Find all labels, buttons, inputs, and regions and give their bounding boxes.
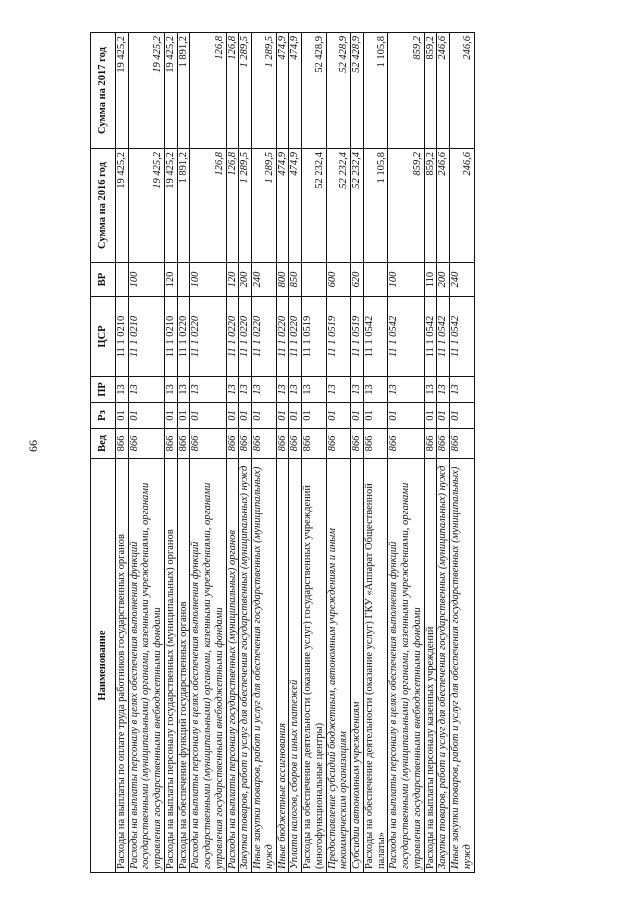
cell-name: Расходы на выплаты по оплате труда работников государственных органов	[115, 459, 128, 873]
cell-sum-2016: 19 425,2	[164, 149, 177, 263]
header-rz: Рз	[91, 403, 116, 429]
cell-csr: 11 1 0210	[128, 297, 164, 377]
cell-sum-2016: 246,6	[450, 149, 475, 263]
cell-csr: 11 1 0220	[289, 297, 302, 377]
table-row	[302, 33, 327, 873]
cell-rz: 01	[388, 403, 424, 429]
header-row	[91, 33, 116, 873]
cell-sum-2017: 859,2	[424, 33, 437, 149]
cell-rz: 01	[437, 403, 450, 429]
cell-sum-2017: 246,6	[437, 33, 450, 149]
cell-vr	[363, 263, 388, 297]
cell-csr: 11 1 0542	[363, 297, 388, 377]
cell-rz: 01	[450, 403, 475, 429]
cell-ved: 866	[128, 429, 164, 459]
cell-rz: 01	[128, 403, 164, 429]
cell-csr: 11 1 0220	[252, 297, 277, 377]
table-row	[424, 33, 437, 873]
cell-vr	[302, 263, 327, 297]
cell-csr: 11 1 0542	[450, 297, 475, 377]
cell-ved: 866	[115, 429, 128, 459]
cell-ved: 866	[239, 429, 252, 459]
cell-sum-2017: 1 891,2	[177, 33, 190, 149]
table-row	[326, 33, 351, 873]
cell-rz: 01	[302, 403, 327, 429]
cell-rz: 01	[351, 403, 364, 429]
cell-pr: 13	[450, 377, 475, 403]
cell-name: Расходы на выплаты персоналу казенных учреждений	[424, 459, 437, 873]
cell-name: Расходы на выплаты персоналу в целях обеспечения выполнения функций государственными (муниципальными) органами, казенными учреждениями, органами управления государственными внебюджетными фондами	[128, 459, 164, 873]
cell-sum-2016: 1 289,5	[252, 149, 277, 263]
cell-sum-2016: 1 891,2	[177, 149, 190, 263]
cell-ved: 866	[276, 429, 289, 459]
cell-pr: 13	[363, 377, 388, 403]
cell-name: Иные закупки товаров, работ и услуг для обеспечения государственных (муниципальных) нужд	[252, 459, 277, 873]
cell-sum-2016: 52 232,4	[351, 149, 364, 263]
cell-sum-2017: 52 428,9	[302, 33, 327, 149]
cell-ved: 866	[289, 429, 302, 459]
cell-sum-2016: 1 289,5	[239, 149, 252, 263]
table-row	[239, 33, 252, 873]
table-row	[289, 33, 302, 873]
cell-sum-2017: 52 428,9	[326, 33, 351, 149]
cell-pr: 13	[252, 377, 277, 403]
budget-table	[90, 32, 475, 873]
cell-sum-2017: 19 425,2	[128, 33, 164, 149]
cell-sum-2016: 474,9	[276, 149, 289, 263]
cell-pr: 13	[239, 377, 252, 403]
cell-rz: 01	[190, 403, 226, 429]
cell-ved: 866	[252, 429, 277, 459]
cell-ved: 866	[450, 429, 475, 459]
header-pr: ПР	[91, 377, 116, 403]
cell-vr: 100	[190, 263, 226, 297]
table-row	[115, 33, 128, 873]
cell-rz: 01	[289, 403, 302, 429]
cell-pr: 13	[388, 377, 424, 403]
cell-vr	[177, 263, 190, 297]
cell-csr: 11 1 0220	[177, 297, 190, 377]
cell-csr: 11 1 0220	[190, 297, 226, 377]
cell-ved: 866	[164, 429, 177, 459]
cell-name: Предоставление субсидий бюджетным, автономным учреждениям и иным некоммерческим организациям	[326, 459, 351, 873]
cell-pr: 13	[190, 377, 226, 403]
cell-name: Иные бюджетные ассигнования	[276, 459, 289, 873]
cell-sum-2017: 126,8	[190, 33, 226, 149]
cell-name: Иные закупки товаров, работ и услуг для обеспечения государственных (муниципальных) нужд	[450, 459, 475, 873]
cell-csr: 11 1 0519	[326, 297, 351, 377]
cell-name: Уплата налогов, сборов и иных платежей	[289, 459, 302, 873]
table-row	[128, 33, 164, 873]
cell-sum-2017: 52 428,9	[351, 33, 364, 149]
cell-ved: 866	[388, 429, 424, 459]
cell-sum-2017: 246,6	[450, 33, 475, 149]
cell-sum-2017: 1 289,5	[239, 33, 252, 149]
cell-vr: 240	[252, 263, 277, 297]
table-row	[226, 33, 239, 873]
header-sum-2016: Сумма на 2016 год	[91, 149, 116, 263]
cell-vr: 120	[226, 263, 239, 297]
table-row	[177, 33, 190, 873]
cell-pr: 13	[351, 377, 364, 403]
cell-sum-2016: 126,8	[226, 149, 239, 263]
table-row	[164, 33, 177, 873]
table-row	[190, 33, 226, 873]
cell-ved: 866	[190, 429, 226, 459]
table-row	[351, 33, 364, 873]
cell-sum-2017: 474,9	[276, 33, 289, 149]
cell-csr: 11 1 0210	[115, 297, 128, 377]
cell-name: Расходы на обеспечение деятельности (оказание услуг) государственных учреждений (многофункциональные центры)	[302, 459, 327, 873]
cell-rz: 01	[276, 403, 289, 429]
cell-sum-2016: 52 232,4	[326, 149, 351, 263]
rotated-page	[90, 33, 620, 873]
cell-csr: 11 1 0519	[351, 297, 364, 377]
cell-rz: 01	[115, 403, 128, 429]
cell-rz: 01	[164, 403, 177, 429]
cell-pr: 13	[289, 377, 302, 403]
cell-ved: 866	[177, 429, 190, 459]
table-row	[450, 33, 475, 873]
cell-sum-2017: 19 425,2	[164, 33, 177, 149]
cell-name: Расходы на обеспечение деятельности (оказание услуг) ГКУ «Аппарат Общественной палаты»	[363, 459, 388, 873]
cell-sum-2016: 52 232,4	[302, 149, 327, 263]
cell-sum-2017: 1 289,5	[252, 33, 277, 149]
table-row	[252, 33, 277, 873]
cell-vr: 800	[276, 263, 289, 297]
cell-ved: 866	[351, 429, 364, 459]
table-row	[388, 33, 424, 873]
cell-rz: 01	[363, 403, 388, 429]
table-body	[115, 33, 474, 873]
cell-sum-2017: 474,9	[289, 33, 302, 149]
cell-name: Расходы на выплаты персоналу в целях обеспечения выполнения функций государственными (муниципальными) органами, казенными учреждениями, органами управления государственными внебюджетными фондами	[388, 459, 424, 873]
cell-name: Расходы на выплаты персоналу в целях обеспечения выполнения функций государственными (муниципальными) органами, казенными учреждениями, органами управления государственными внебюджетными фондами	[190, 459, 226, 873]
cell-vr: 240	[450, 263, 475, 297]
cell-pr: 13	[177, 377, 190, 403]
cell-name: Расходы на выплаты персоналу государственных (муниципальных) органов	[226, 459, 239, 873]
cell-vr: 120	[164, 263, 177, 297]
cell-ved: 866	[424, 429, 437, 459]
cell-sum-2016: 859,2	[388, 149, 424, 263]
cell-sum-2017: 126,8	[226, 33, 239, 149]
cell-rz: 01	[226, 403, 239, 429]
cell-sum-2016: 246,6	[437, 149, 450, 263]
cell-vr	[115, 263, 128, 297]
cell-ved: 866	[437, 429, 450, 459]
cell-pr: 13	[437, 377, 450, 403]
cell-sum-2017: 1 105,8	[363, 33, 388, 149]
cell-csr: 11 1 0542	[424, 297, 437, 377]
header-vr: ВР	[91, 263, 116, 297]
cell-pr: 13	[326, 377, 351, 403]
cell-rz: 01	[326, 403, 351, 429]
cell-name: Закупка товаров, работ и услуг для обеспечения государственных (муниципальных) нужд	[239, 459, 252, 873]
cell-pr: 13	[424, 377, 437, 403]
cell-sum-2017: 859,2	[388, 33, 424, 149]
table-row	[276, 33, 289, 873]
cell-rz: 01	[424, 403, 437, 429]
cell-sum-2016: 1 105,8	[363, 149, 388, 263]
cell-name: Расходы на выплаты персоналу государственных (муниципальных) органов	[164, 459, 177, 873]
cell-vr: 850	[289, 263, 302, 297]
cell-rz: 01	[177, 403, 190, 429]
cell-csr: 11 1 0210	[164, 297, 177, 377]
cell-vr: 600	[326, 263, 351, 297]
cell-vr: 100	[128, 263, 164, 297]
cell-ved: 866	[302, 429, 327, 459]
cell-sum-2016: 474,9	[289, 149, 302, 263]
cell-name: Субсидии автономным учреждениям	[351, 459, 364, 873]
header-csr: ЦСР	[91, 297, 116, 377]
cell-csr: 11 1 0220	[276, 297, 289, 377]
cell-name: Закупка товаров, работ и услуг для обеспечения государственных (муниципальных) нужд	[437, 459, 450, 873]
cell-vr: 200	[239, 263, 252, 297]
cell-ved: 866	[363, 429, 388, 459]
cell-pr: 13	[302, 377, 327, 403]
cell-vr: 200	[437, 263, 450, 297]
cell-sum-2016: 126,8	[190, 149, 226, 263]
cell-pr: 13	[226, 377, 239, 403]
header-ved: Вед	[91, 429, 116, 459]
cell-csr: 11 1 0542	[388, 297, 424, 377]
table-row	[363, 33, 388, 873]
table-row	[437, 33, 450, 873]
cell-pr: 13	[276, 377, 289, 403]
cell-pr: 13	[164, 377, 177, 403]
cell-vr: 100	[388, 263, 424, 297]
cell-rz: 01	[239, 403, 252, 429]
cell-csr: 11 1 0220	[239, 297, 252, 377]
cell-csr: 11 1 0519	[302, 297, 327, 377]
cell-vr: 110	[424, 263, 437, 297]
cell-csr: 11 1 0542	[437, 297, 450, 377]
cell-sum-2016: 19 425,2	[128, 149, 164, 263]
cell-csr: 11 1 0220	[226, 297, 239, 377]
page-number: 66	[26, 440, 40, 452]
cell-ved: 866	[326, 429, 351, 459]
cell-sum-2016: 19 425,2	[115, 149, 128, 263]
cell-name: Расходы на обеспечение функций государственных органов	[177, 459, 190, 873]
cell-pr: 13	[115, 377, 128, 403]
cell-pr: 13	[128, 377, 164, 403]
cell-sum-2016: 859,2	[424, 149, 437, 263]
cell-sum-2017: 19 425,2	[115, 33, 128, 149]
header-sum-2017: Сумма на 2017 год	[91, 33, 116, 149]
cell-vr: 620	[351, 263, 364, 297]
header-name: Наименование	[91, 459, 116, 873]
cell-rz: 01	[252, 403, 277, 429]
cell-ved: 866	[226, 429, 239, 459]
